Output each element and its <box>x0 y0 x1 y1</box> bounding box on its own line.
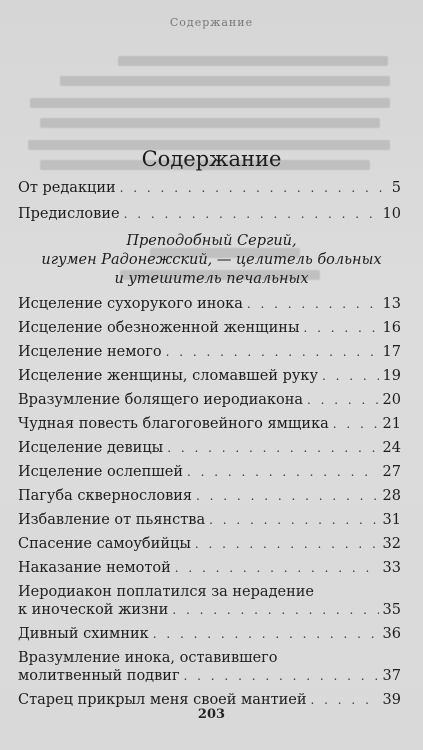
toc-entry-title: Наказание немотой <box>18 560 171 576</box>
toc-entry-page: 36 <box>382 626 401 642</box>
toc-entry-page: 37 <box>382 668 401 684</box>
toc-entry-page: 31 <box>382 512 401 528</box>
toc-entry-page: 32 <box>382 536 401 552</box>
toc-entry-title: Спасение самоубийцы <box>18 536 191 552</box>
toc-entry-title: Исцеление девицы <box>18 440 164 456</box>
toc-entry[interactable] <box>18 367 401 385</box>
toc-entry[interactable] <box>18 295 401 313</box>
leader-dots <box>333 415 379 433</box>
toc-entry-title-line: Иеродиакон поплатился за нерадение <box>18 584 314 600</box>
toc-entry-page: 21 <box>382 416 401 432</box>
toc-entry[interactable] <box>18 511 401 529</box>
toc-title: Содержание <box>141 147 282 171</box>
leader-dots <box>175 559 379 577</box>
section-heading-line: Преподобный Сергий, <box>126 233 297 249</box>
toc-entry-page: 28 <box>382 488 401 504</box>
running-head: Содержание <box>169 16 254 29</box>
leader-dots <box>304 319 379 337</box>
section-heading <box>0 232 423 289</box>
toc-entry-page: 24 <box>382 440 401 456</box>
toc-entry[interactable] <box>18 439 401 457</box>
leader-dots <box>322 367 379 385</box>
toc-entry-page: 33 <box>382 560 401 576</box>
leader-dots <box>172 601 378 619</box>
toc-entry[interactable] <box>18 391 401 409</box>
leader-dots <box>166 343 379 361</box>
show-through-text <box>0 0 423 205</box>
toc-entry[interactable] <box>18 535 401 553</box>
toc-entry-page: 10 <box>382 206 401 222</box>
toc-entry[interactable] <box>18 343 401 361</box>
leader-dots <box>195 535 379 553</box>
leader-dots <box>167 439 378 457</box>
toc-entry-title: Предисловие <box>18 206 120 222</box>
toc-entry-title: Исцеление женщины, сломавшей руку <box>18 368 319 384</box>
leader-dots <box>209 511 378 529</box>
toc-entry-title: От редакции <box>18 180 116 196</box>
toc-entry-page: 35 <box>382 602 401 618</box>
toc-entry-page: 13 <box>382 296 401 312</box>
toc-entry[interactable] <box>18 583 401 619</box>
leader-dots <box>184 667 379 685</box>
toc-entry-page: 20 <box>382 392 401 408</box>
toc-entry[interactable] <box>18 649 401 685</box>
toc-entry-title: Старец прикрыл меня своей мантией <box>18 692 307 708</box>
toc-entry[interactable] <box>18 179 401 197</box>
toc-entry[interactable] <box>18 487 401 505</box>
toc-entry-title: Исцеление немого <box>18 344 162 360</box>
toc-entry-page: 5 <box>391 180 401 196</box>
toc-entry-title: Исцеление обезноженной женщины <box>18 320 300 336</box>
toc-entry-title: молитвенный подвиг <box>18 668 180 684</box>
toc-entry-page: 16 <box>382 320 401 336</box>
leader-dots <box>120 179 388 197</box>
toc-entry-page: 39 <box>382 692 401 708</box>
toc-entry[interactable] <box>18 415 401 433</box>
toc-entry-title: Чудная повесть благоговейного ямщика <box>18 416 329 432</box>
toc-entry-page: 19 <box>382 368 401 384</box>
leader-dots <box>307 391 379 409</box>
toc-entry[interactable] <box>18 319 401 337</box>
section-heading-line: игумен Радонежский, — целитель больных <box>41 252 382 268</box>
toc-entry-title: Избавление от пьянства <box>18 512 206 528</box>
toc-entry-title: к иноческой жизни <box>18 602 169 618</box>
toc-entry-title: Дивный схимник <box>18 626 149 642</box>
toc-entry-title: Исцеление сухорукого инока <box>18 296 243 312</box>
toc-entry[interactable] <box>18 205 401 223</box>
leader-dots <box>124 205 379 223</box>
toc-list <box>18 295 401 709</box>
toc-entry[interactable] <box>18 625 401 643</box>
toc-entry-title: Исцеление ослепшей <box>18 464 184 480</box>
leader-dots <box>196 487 379 505</box>
toc-entry-title-line: Вразумление инока, оставившего <box>18 650 278 666</box>
section-heading-line: и утешитель печальных <box>114 271 309 287</box>
toc-entry-title: Вразумление болящего иеродиакона <box>18 392 304 408</box>
toc-entry-title: Пагуба сквернословия <box>18 488 193 504</box>
toc-entry[interactable] <box>18 559 401 577</box>
toc-entry-page: 17 <box>382 344 401 360</box>
leader-dots <box>247 295 379 313</box>
toc-entry-page: 27 <box>382 464 401 480</box>
leader-dots <box>153 625 379 643</box>
page-number: 203 <box>197 707 226 722</box>
leader-dots <box>187 463 379 481</box>
toc-entry[interactable] <box>18 463 401 481</box>
front-matter-list <box>18 179 401 223</box>
